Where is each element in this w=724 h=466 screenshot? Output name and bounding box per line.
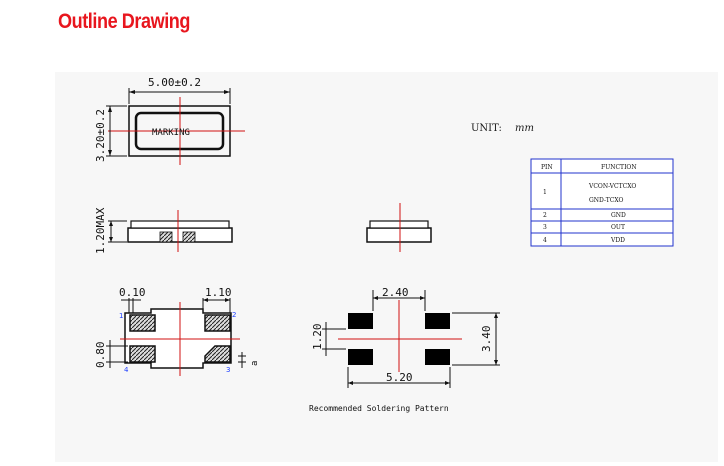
dimension-label: 1.10: [205, 286, 232, 299]
dimension-label: 0.80: [94, 341, 107, 368]
page-title: Outline Drawing: [58, 10, 191, 33]
pad-number: 3: [226, 366, 231, 374]
pin-header: PIN: [541, 164, 553, 171]
dimension-label: 0.10: [119, 286, 146, 299]
pin-cell: 4: [543, 237, 547, 244]
function-cell: VCON-VCTCXO: [589, 183, 637, 190]
unit-label: [471, 123, 534, 134]
bottom-view: [94, 286, 260, 376]
max-height-dimension: 1.20MAX: [94, 207, 107, 254]
pad-number: 1: [119, 312, 124, 320]
pin-table: [531, 159, 673, 246]
function-cell: VDD: [611, 237, 625, 244]
pin-cell: 2: [543, 212, 547, 219]
dimension-label: a: [250, 360, 260, 366]
dimension-label: 5.20: [386, 371, 413, 384]
pad-number: 4: [124, 366, 129, 374]
function-cell: GND-TCXO: [589, 197, 624, 204]
dimension-label: 2.40: [382, 286, 409, 299]
height-dimension: 3.20±0.2: [94, 109, 107, 162]
function-cell: OUT: [611, 224, 625, 231]
function-header: FUNCTION: [601, 164, 637, 171]
pin-cell: 3: [543, 224, 547, 231]
soldering-caption: Recommended Soldering Pattern: [309, 404, 449, 413]
top-view: [94, 76, 245, 165]
dimension-label: 1.20: [311, 323, 324, 350]
soldering-pattern: [309, 286, 500, 413]
function-cell: GND: [611, 212, 626, 219]
side-view: [94, 207, 232, 254]
width-dimension: 5.00±0.2: [148, 76, 201, 89]
dimension-label: 3.40: [480, 325, 493, 352]
pad-number: 2: [232, 311, 237, 319]
pin-cell: 1: [543, 189, 547, 196]
svg-text:mm: mm: [515, 123, 534, 134]
marking-label: MARKING: [152, 128, 190, 138]
end-view: [367, 203, 431, 252]
svg-text:UNIT:: UNIT:: [471, 123, 502, 134]
